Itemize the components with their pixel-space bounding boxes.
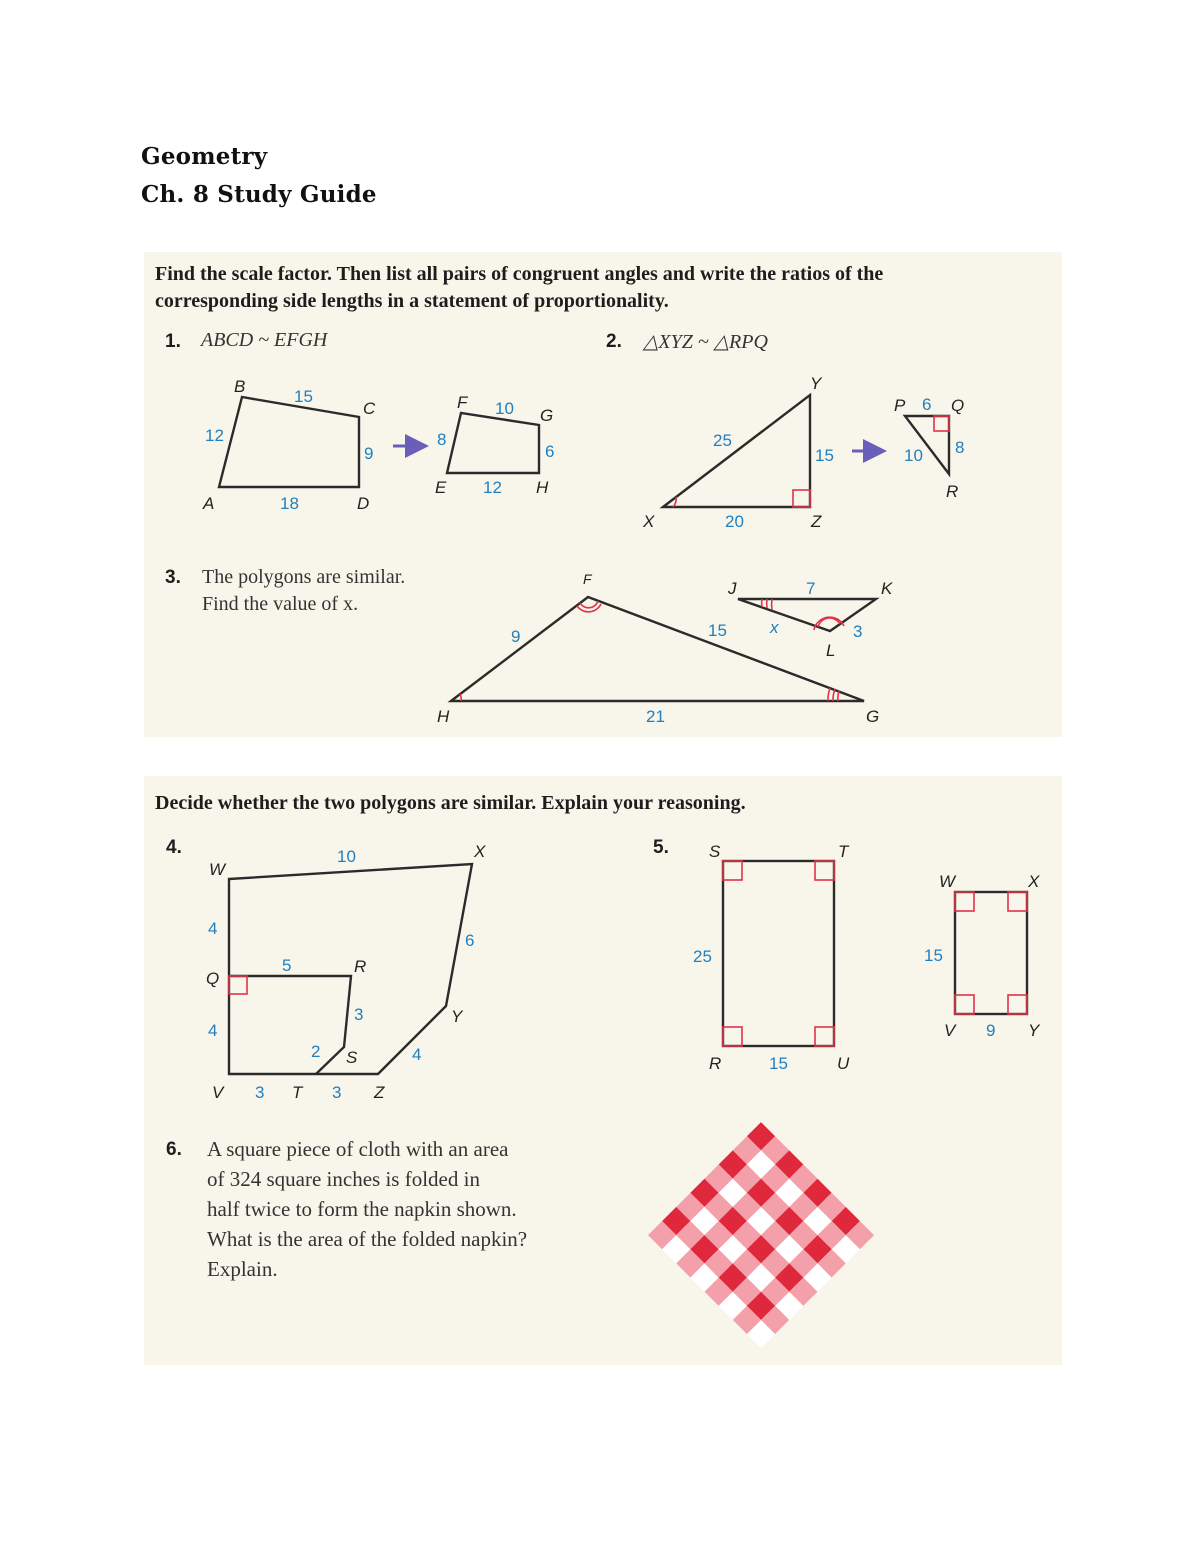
vertex-label-r: R — [946, 482, 959, 501]
problem1-statement: ABCD ~ EFGH — [201, 329, 328, 351]
side-pr-value: 10 — [904, 446, 923, 465]
triangle-pqr — [894, 395, 964, 501]
problem5-number: 5. — [653, 837, 669, 858]
problem2-number: 2. — [606, 331, 622, 352]
side-kl-value: 3 — [853, 622, 863, 641]
side-xz-value: 20 — [725, 512, 744, 531]
side-sr-value: 25 — [693, 947, 712, 966]
side-qr-value: 5 — [282, 956, 292, 975]
problem2-statement: △XYZ ~ △RPQ — [643, 331, 768, 353]
vertex-label-a: A — [203, 494, 215, 513]
triangle-xyz — [642, 374, 834, 531]
section1-instruction-line1: Find the scale factor. Then list all pairs of congruent angles and write the ratios of the — [155, 263, 884, 285]
side-yz-value: 15 — [815, 446, 834, 465]
vertex-label-x: X — [643, 512, 655, 531]
vertex-label-q: Q — [951, 396, 965, 415]
vertex-label-r: R — [709, 1054, 722, 1073]
vertex-label-j: J — [728, 579, 737, 598]
side-jl-value: x — [770, 618, 779, 637]
vertex-label-u: U — [837, 1054, 850, 1073]
rectangle-stur — [693, 842, 850, 1073]
vertex-label-l: L — [826, 641, 836, 660]
vertex-label-t: T — [838, 842, 849, 861]
side-ru-value: 15 — [769, 1054, 788, 1073]
problem6-number: 6. — [166, 1139, 182, 1160]
vertex-label-w: W — [209, 860, 226, 879]
problem3-line1: The polygons are similar. — [202, 566, 406, 588]
side-jk-value: 7 — [806, 579, 816, 598]
side-qr-value: 8 — [955, 438, 965, 457]
vertex-label-w: W — [939, 872, 956, 891]
vertex-label-y: Y — [451, 1007, 463, 1026]
vertex-label-t: T — [292, 1083, 303, 1102]
side-xy-value: 6 — [465, 931, 475, 950]
side-hg-value: 21 — [646, 707, 665, 726]
side-wv-value: 15 — [924, 946, 943, 965]
vertex-label-p: P — [894, 396, 906, 415]
side-vt-value: 3 — [255, 1083, 265, 1102]
napkin-image — [648, 1122, 874, 1348]
side-rs-value: 3 — [354, 1005, 364, 1024]
vertex-label-y: Y — [810, 374, 822, 393]
side-pq-value: 6 — [922, 395, 932, 414]
vertex-label-b: B — [234, 377, 246, 396]
side-he-value: 12 — [483, 478, 502, 497]
vertex-label-e: E — [435, 478, 447, 497]
problem6-line: of 324 square inches is folded in — [207, 1167, 480, 1191]
triangle-jkl — [727, 579, 893, 660]
side-wx-value: 10 — [337, 847, 356, 866]
vertex-label-v: V — [212, 1083, 224, 1102]
vertex-label-d: D — [357, 494, 370, 513]
problem6-line: half twice to form the napkin shown. — [207, 1197, 517, 1221]
problem6-line: A square piece of cloth with an area — [207, 1137, 509, 1161]
side-cd-value: 9 — [364, 444, 374, 463]
page-title-subject: Geometry — [141, 143, 268, 170]
side-zt-value: 3 — [332, 1083, 342, 1102]
side-vy-value: 9 — [986, 1021, 996, 1040]
vertex-label-y: Y — [1028, 1021, 1040, 1040]
problem1-number: 1. — [165, 331, 181, 352]
vertex-label-r: R — [354, 957, 367, 976]
vertex-label-z: Z — [811, 512, 822, 531]
vertex-label-f: F — [457, 393, 468, 412]
side-fh-value: 9 — [511, 627, 521, 646]
side-fg-value: 10 — [495, 399, 514, 418]
problem4-number: 4. — [166, 837, 182, 858]
vertex-label-h: H — [536, 478, 549, 497]
section2-instruction: Decide whether the two polygons are similar. Explain your reasoning. — [155, 792, 746, 814]
problem6-line: What is the area of the folded napkin? — [207, 1227, 528, 1251]
quad-abcd — [202, 377, 376, 513]
problem3-number: 3. — [165, 567, 181, 588]
quad-efgh — [435, 393, 554, 497]
vertex-label-s: S — [346, 1048, 358, 1067]
problem6-line: Explain. — [207, 1257, 278, 1281]
side-yz-value: 4 — [412, 1045, 422, 1064]
side-bc-value: 15 — [294, 387, 313, 406]
side-ef-value: 8 — [437, 430, 447, 449]
vertex-label-g: G — [540, 406, 554, 425]
vertex-label-x: X — [474, 842, 486, 861]
section1-instruction-line2: corresponding side lengths in a statement of proportionality. — [155, 290, 669, 312]
side-xy-value: 25 — [713, 431, 732, 450]
side-st-value: 2 — [311, 1042, 321, 1061]
vertex-label-x: X — [1028, 872, 1040, 891]
side-gh-value: 6 — [545, 442, 555, 461]
rectangle-wxyv — [924, 872, 1041, 1040]
vertex-label-z: Z — [374, 1083, 385, 1102]
page-title-guide: Ch. 8 Study Guide — [141, 181, 377, 208]
side-qw-value: 4 — [208, 919, 218, 938]
vertex-label-s: S — [709, 842, 721, 861]
vertex-label-f: F — [583, 571, 592, 587]
vertex-label-h: H — [437, 707, 450, 726]
side-da-value: 18 — [280, 494, 299, 513]
side-ab-value: 12 — [205, 426, 224, 445]
problem3-line2: Find the value of x. — [202, 593, 359, 615]
vertex-label-g: G — [866, 707, 880, 726]
side-vq-value: 4 — [208, 1021, 218, 1040]
vertex-label-c: C — [363, 399, 376, 418]
vertex-label-q: Q — [206, 969, 220, 988]
side-fg-value: 15 — [708, 621, 727, 640]
vertex-label-v: V — [944, 1021, 956, 1040]
vertex-label-k: K — [881, 579, 893, 598]
